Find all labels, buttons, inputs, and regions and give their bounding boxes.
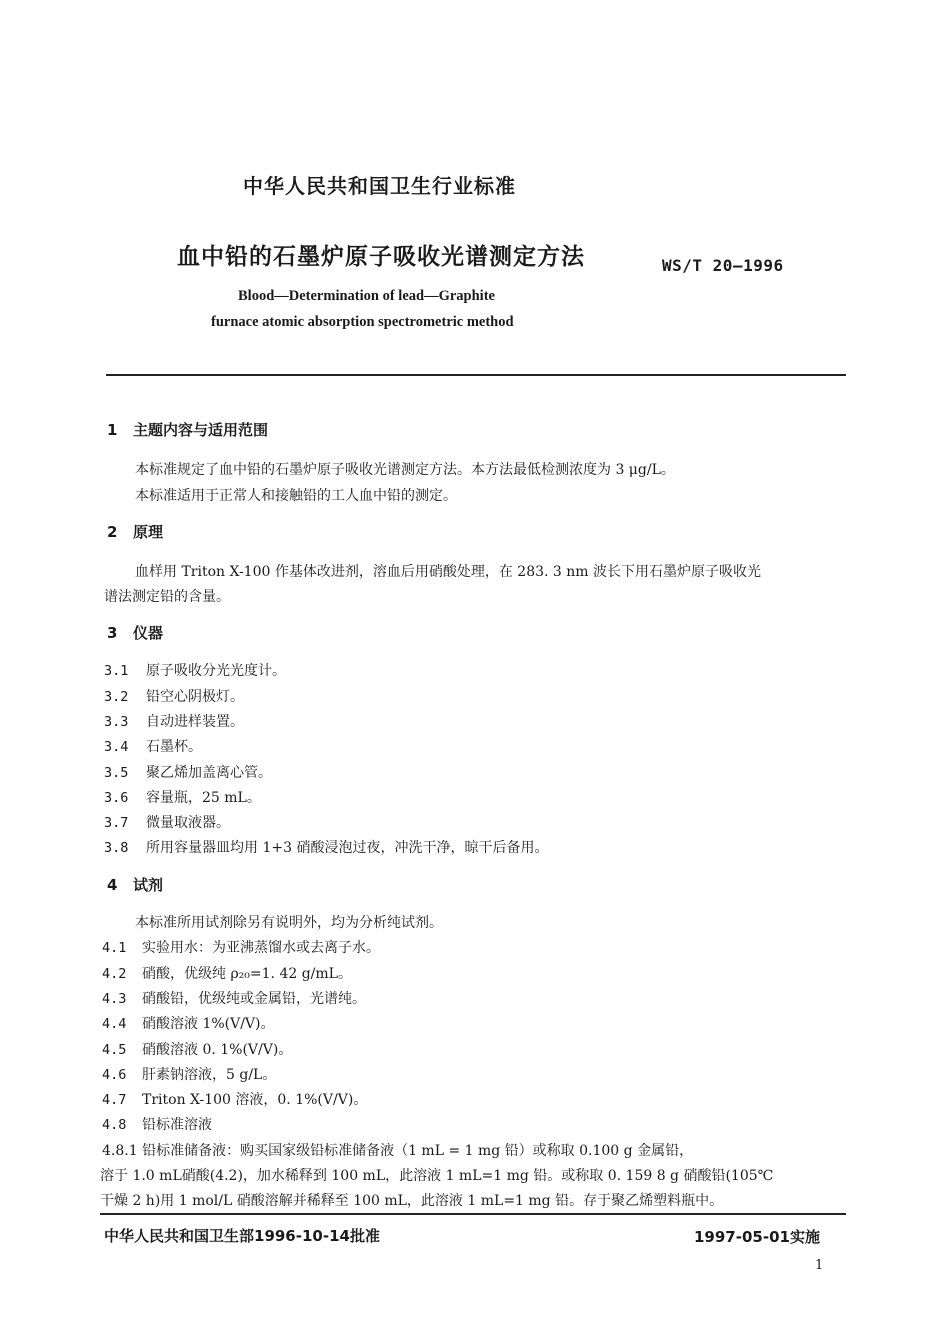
item-number: 4.5 <box>102 1042 127 1058</box>
item-number: 4.2 <box>102 966 127 982</box>
header-divider <box>106 374 846 376</box>
section-1-heading <box>107 419 268 440</box>
item-text: 硝酸，优级纯 ρ₂₀=1. 42 g/mL。 <box>142 966 352 982</box>
subitem-4-8-1-line3: 干燥 2 h)用 1 mol/L 硝酸溶解并稀释至 100 mL，此溶液 1 mL=1 mg 铅。存于聚乙烯塑料瓶中。 <box>100 1193 724 1209</box>
paragraph: 本标准适用于正常人和接触铅的工人血中铅的测定。 <box>135 488 457 504</box>
page-number: 1 <box>815 1258 824 1273</box>
document-title-en-line2: furnace atomic absorption spectrometric method <box>211 314 514 330</box>
section-number: 3 <box>107 624 118 642</box>
section-3-heading <box>107 622 163 643</box>
item-text: 所用容量器皿均用 1+3 硝酸浸泡过夜，冲洗干净，晾干后备用。 <box>146 840 549 856</box>
list-item <box>102 963 352 983</box>
list-item <box>104 660 286 680</box>
list-item <box>104 762 272 782</box>
paragraph: 血样用 Triton X-100 作基体改进剂，溶血后用硝酸处理，在 283. 3 nm 波长下用石墨炉原子吸收光 <box>135 564 762 580</box>
item-number: 3.5 <box>104 765 129 781</box>
effective-date: 1997-05-01实施 <box>694 1228 820 1246</box>
item-number: 3.2 <box>104 689 129 705</box>
document-title-en-line1: Blood—Determination of lead—Graphite <box>238 288 495 304</box>
section-title: 试剂 <box>133 876 164 894</box>
item-number: 3.1 <box>104 663 129 679</box>
item-number: 3.4 <box>104 739 129 755</box>
item-text: 铅标准溶液 <box>142 1117 212 1133</box>
section-4-heading <box>107 874 163 895</box>
list-item <box>104 787 261 807</box>
item-text: Triton X-100 溶液，0. 1%(V/V)。 <box>142 1092 368 1108</box>
item-text: 容量瓶，25 mL。 <box>146 790 261 806</box>
item-text: 肝素钠溶液，5 g/L。 <box>142 1067 277 1083</box>
item-number: 3.3 <box>104 714 129 730</box>
item-text: 硝酸溶液 1%(V/V)。 <box>142 1016 275 1032</box>
section-number: 4 <box>107 876 118 894</box>
list-item <box>102 988 366 1008</box>
item-text: 原子吸收分光光度计。 <box>146 663 286 679</box>
list-item <box>102 1013 275 1033</box>
list-item <box>104 736 202 756</box>
item-text: 聚乙烯加盖离心管。 <box>146 765 272 781</box>
item-number: 3.8 <box>104 840 129 856</box>
item-number: 4.1 <box>102 940 127 956</box>
list-item <box>102 1114 212 1134</box>
section-number: 1 <box>107 421 118 439</box>
subitem-4-8-1-line2: 溶于 1.0 mL硝酸(4.2)，加水稀释到 100 mL，此溶液 1 mL=1 mg 铅。或称取 0. 159 8 g 硝酸铅(105℃ <box>100 1168 774 1184</box>
list-item <box>102 1039 292 1059</box>
section-title: 仪器 <box>133 624 164 642</box>
subitem-4-8-1-line1: 4.8.1 铅标准储备液：购买国家级铅标准储备液（1 mL = 1 mg 铅）或称取 0.100 g 金属铅， <box>102 1143 694 1159</box>
list-item <box>104 812 230 832</box>
item-number: 3.6 <box>104 790 129 806</box>
list-item <box>104 686 244 706</box>
item-text: 石墨杯。 <box>146 739 202 755</box>
standard-code: WS/T 20—1996 <box>662 256 784 275</box>
item-number: 4.3 <box>102 991 127 1007</box>
item-number: 4.6 <box>102 1067 127 1083</box>
item-text: 硝酸溶液 0. 1%(V/V)。 <box>142 1042 293 1058</box>
document-title-cn: 血中铅的石墨炉原子吸收光谱测定方法 <box>177 244 585 270</box>
item-number: 3.7 <box>104 815 129 831</box>
paragraph: 本标准所用试剂除另有说明外，均为分析纯试剂。 <box>135 915 443 931</box>
section-title: 主题内容与适用范围 <box>133 421 269 439</box>
item-text: 微量取液器。 <box>146 815 230 831</box>
paragraph-continuation: 谱法测定铅的含量。 <box>104 589 230 605</box>
approval-line: 中华人民共和国卫生部1996-10-14批准 <box>104 1227 380 1245</box>
list-item <box>102 937 380 957</box>
issuing-organization: 中华人民共和国卫生行业标准 <box>243 174 516 198</box>
item-number: 4.7 <box>102 1092 127 1108</box>
footer-divider <box>100 1213 846 1215</box>
item-text: 硝酸铅，优级纯或金属铅，光谱纯。 <box>142 991 366 1007</box>
item-text: 实验用水：为亚沸蒸馏水或去离子水。 <box>142 940 380 956</box>
list-item <box>104 837 548 857</box>
list-item <box>102 1064 276 1084</box>
list-item <box>104 711 244 731</box>
item-number: 4.4 <box>102 1016 127 1032</box>
item-number: 4.8 <box>102 1117 127 1133</box>
paragraph: 本标准规定了血中铅的石墨炉原子吸收光谱测定方法。本方法最低检测浓度为 3 μg/L。 <box>135 462 675 478</box>
item-text: 自动进样装置。 <box>146 714 244 730</box>
list-item <box>102 1089 367 1109</box>
section-title: 原理 <box>133 523 164 541</box>
section-2-heading <box>107 521 163 542</box>
section-number: 2 <box>107 523 118 541</box>
item-text: 铅空心阴极灯。 <box>146 689 244 705</box>
